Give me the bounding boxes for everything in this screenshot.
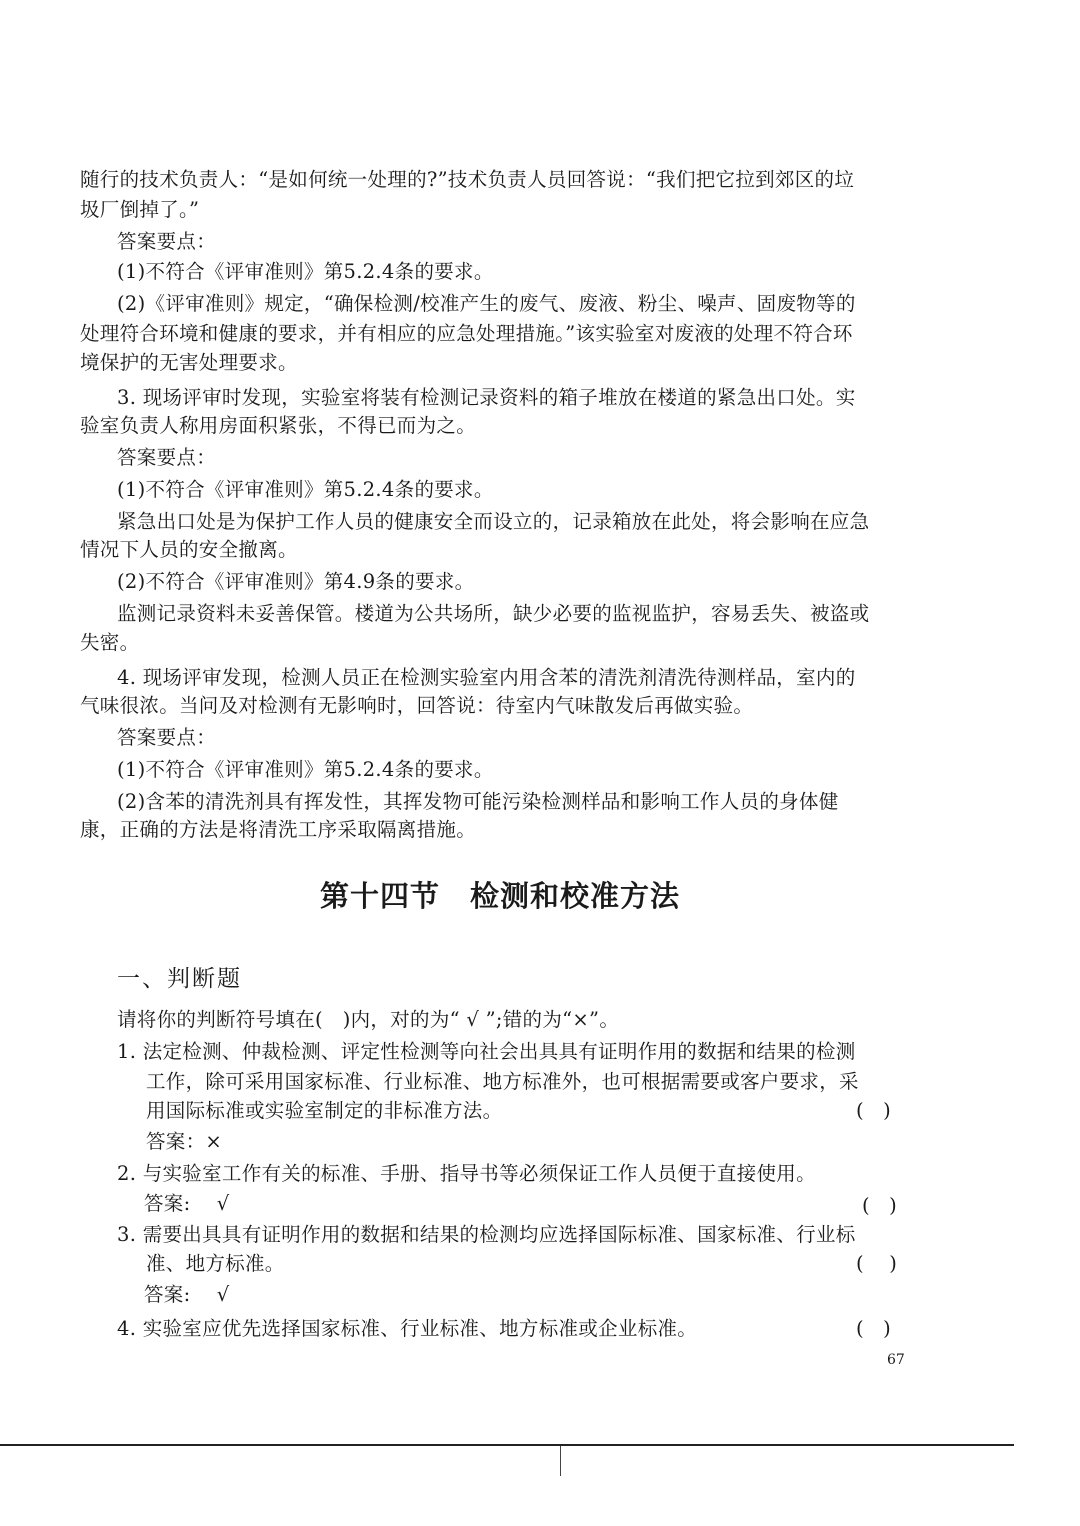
question-1-answer-blank[interactable]: ( ) bbox=[856, 1099, 891, 1122]
body-line: 失密。 bbox=[80, 631, 140, 654]
question-4-line: 4. 实验室应优先选择国家标准、行业标准、地方标准或企业标准。 bbox=[117, 1317, 698, 1340]
question-1-line: 用国际标准或实验室制定的非标准方法。 bbox=[146, 1099, 503, 1122]
body-line: 处理符合环境和健康的要求，并有相应的应急处理措施。”该实验室对废液的处理不符合环 bbox=[80, 322, 853, 345]
page-number: 67 bbox=[887, 1352, 905, 1368]
body-line: (2)不符合《评审准则》第4.9条的要求。 bbox=[117, 570, 475, 593]
question-3-answer: 答案: √ bbox=[144, 1283, 230, 1306]
body-line: 答案要点： bbox=[117, 230, 217, 253]
footer-tick bbox=[560, 1446, 561, 1476]
question-2-line: 2. 与实验室工作有关的标准、手册、指导书等必须保证工作人员便于直接使用。 bbox=[117, 1162, 816, 1185]
body-line: 验室负责人称用房面积紧张，不得已而为之。 bbox=[80, 414, 477, 437]
body-line: 圾厂倒掉了。” bbox=[80, 198, 200, 221]
question-1-line: 工作，除可采用国家标准、行业标准、地方标准外，也可根据需要或客户要求，采 bbox=[146, 1070, 859, 1093]
body-line: 康，正确的方法是将清洗工序采取隔离措施。 bbox=[80, 818, 477, 841]
body-line: 情况下人员的安全撤离。 bbox=[80, 538, 298, 561]
body-line: 3. 现场评审时发现，实验室将装有检测记录资料的箱子堆放在楼道的紧急出口处。实 bbox=[117, 386, 856, 409]
body-line: 答案要点： bbox=[117, 446, 217, 469]
body-line: 紧急出口处是为保护工作人员的健康安全而设立的，记录箱放在此处，将会影响在应急 bbox=[117, 510, 870, 533]
question-2-answer-blank[interactable]: ( ) bbox=[862, 1194, 897, 1217]
body-line: 监测记录资料未妥善保管。楼道为公共场所，缺少必要的监视监护，容易丢失、被盗或 bbox=[117, 602, 870, 625]
question-2-answer: 答案: √ bbox=[144, 1192, 230, 1215]
subsection-title: 一、判断题 bbox=[117, 966, 242, 992]
body-line: 答案要点： bbox=[117, 726, 217, 749]
body-line: 4. 现场评审发现，检测人员正在检测实验室内用含苯的清洗剂清洗待测样品，室内的 bbox=[117, 666, 856, 689]
body-line: (1)不符合《评审准则》第5.2.4条的要求。 bbox=[117, 758, 494, 781]
instruction-text: 请将你的判断符号填在( )内，对的为“ √ ”;错的为“×”。 bbox=[117, 1008, 620, 1031]
question-1-answer: 答案：× bbox=[146, 1130, 223, 1153]
section-title: 第十四节 检测和校准方法 bbox=[319, 879, 680, 913]
footer-rule bbox=[0, 1444, 1014, 1446]
question-3-line: 3. 需要出具具有证明作用的数据和结果的检测均应选择国际标准、国家标准、行业标 bbox=[117, 1223, 856, 1246]
body-line: (2)《评审准则》规定，“确保检测/校准产生的废气、废液、粉尘、噪声、固废物等的 bbox=[117, 292, 856, 315]
body-line: (1)不符合《评审准则》第5.2.4条的要求。 bbox=[117, 478, 494, 501]
body-line: (1)不符合《评审准则》第5.2.4条的要求。 bbox=[117, 260, 494, 283]
question-3-answer-blank[interactable]: ( ) bbox=[856, 1252, 897, 1275]
body-line: 境保护的无害处理要求。 bbox=[80, 351, 298, 374]
question-3-line: 准、地方标准。 bbox=[146, 1252, 285, 1275]
body-line: 随行的技术负责人：“是如何统一处理的?”技术负责人员回答说：“我们把它拉到郊区的垃 bbox=[80, 168, 855, 191]
body-line: (2)含苯的清洗剂具有挥发性，其挥发物可能污染检测样品和影响工作人员的身体健 bbox=[117, 790, 839, 813]
body-line: 气味很浓。当问及对检测有无影响时，回答说：待室内气味散发后再做实验。 bbox=[80, 694, 754, 717]
question-1-line: 1. 法定检测、仲裁检测、评定性检测等向社会出具具有证明作用的数据和结果的检测 bbox=[117, 1040, 856, 1063]
question-4-answer-blank[interactable]: ( ) bbox=[856, 1317, 891, 1340]
